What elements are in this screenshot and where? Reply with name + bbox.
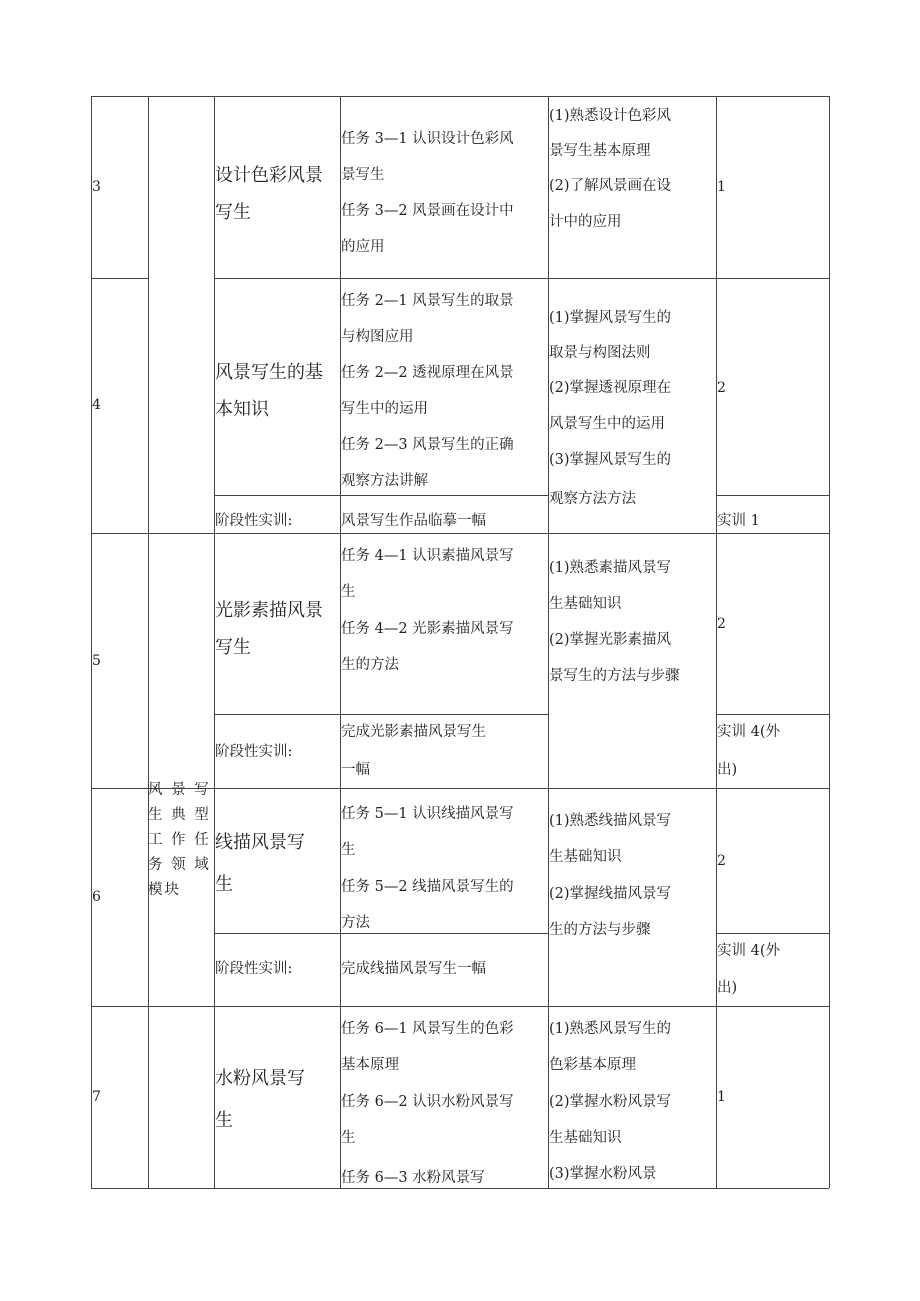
- row-number: 3: [92, 179, 101, 195]
- module-line: 工 作 任: [148, 832, 211, 848]
- goal-line: (2)掌握光影素描风: [549, 632, 672, 648]
- stage-content: 风景写生作品临摹一幅: [341, 513, 486, 529]
- clipped-cell: [341, 1156, 547, 1188]
- task-line: 写生中的运用: [341, 401, 428, 417]
- table-rule: [214, 933, 548, 934]
- task-line: 任务 2—1 风景写生的取景: [341, 293, 514, 309]
- module-line: 模块: [148, 882, 181, 898]
- goal-line: 风景写生中的运用: [549, 416, 665, 432]
- row-number: 6: [92, 889, 101, 905]
- stage-label: 阶段性实训:: [215, 513, 293, 529]
- table-rule: [91, 278, 148, 279]
- stage-hours: 出): [717, 762, 738, 778]
- goal-line: (1)熟悉风景写生的: [549, 1021, 672, 1037]
- clipped-cell: [549, 1156, 715, 1188]
- topic-line: 线描风景写: [215, 832, 305, 853]
- topic-line: 生: [215, 874, 233, 895]
- topic-line: 光影素描风景: [215, 600, 323, 621]
- table-rule: [716, 495, 829, 496]
- task-line: 任务 5—2 线描风景写生的: [341, 879, 514, 895]
- goal-line: (3)掌握水粉风景: [549, 1166, 657, 1182]
- task-line: 生: [341, 584, 356, 600]
- goal-line: (1)掌握风景写生的: [549, 310, 672, 326]
- stage-hours: 出): [717, 980, 738, 996]
- task-line: 任务 5—1 认识线描风景写: [341, 806, 514, 822]
- goal-line: (3)掌握风景写生的: [549, 452, 672, 468]
- task-line: 基本原理: [341, 1057, 399, 1073]
- table-rule: [214, 278, 829, 279]
- goal-line: (1)熟悉设计色彩风: [549, 108, 672, 124]
- topic-line: 写生: [215, 637, 251, 658]
- topic-line: 设计色彩风景: [215, 165, 323, 186]
- task-line: 生: [341, 842, 356, 858]
- module-line: 务 领 域: [148, 857, 211, 873]
- task-line: 任务 6—2 认识水粉风景写: [341, 1094, 514, 1110]
- topic-line: 写生: [215, 202, 251, 223]
- clipped-cell: [341, 463, 547, 495]
- goal-line: 观察方法方法: [549, 491, 636, 507]
- row-number: 4: [92, 397, 101, 413]
- goal-line: 生基础知识: [549, 849, 622, 865]
- stage-hours: 实训 1: [717, 513, 760, 529]
- row-number: 7: [92, 1089, 101, 1105]
- task-line: 任务 4—2 光影素描风景写: [341, 621, 514, 637]
- topic-line: 生: [215, 1110, 233, 1131]
- table-rule: [91, 96, 829, 97]
- goal-line: (2)了解风景画在设: [549, 178, 672, 194]
- goal-line: (1)熟悉素描风景写: [549, 560, 672, 576]
- hours: 2: [717, 853, 726, 869]
- stage-content: 完成光影素描风景写生: [341, 724, 486, 740]
- task-line: 观察方法讲解: [341, 473, 428, 489]
- hours: 2: [717, 380, 726, 396]
- goal-line: 生的方法与步骤: [549, 922, 651, 938]
- task-line: 与构图应用: [341, 329, 414, 345]
- goal-line: 生基础知识: [549, 596, 622, 612]
- hours: 1: [717, 179, 726, 195]
- task-line: 方法: [341, 915, 370, 931]
- stage-hours: 实训 4(外: [717, 724, 780, 740]
- task-line: 任务 3—2 风景画在设计中: [341, 203, 514, 219]
- topic-line: 本知识: [215, 399, 269, 420]
- hours: 2: [717, 616, 726, 632]
- goal-line: 生基础知识: [549, 1130, 622, 1146]
- task-line: 生的方法: [341, 657, 399, 673]
- stage-label: 阶段性实训:: [215, 961, 293, 977]
- goal-line: 取景与构图法则: [549, 345, 651, 361]
- task-line: 任务 2—2 透视原理在风景: [341, 365, 514, 381]
- goal-line: 计中的应用: [549, 214, 622, 230]
- module-line: 风 景 写: [148, 782, 211, 798]
- task-line: 任务 6—3 水粉风景写: [341, 1170, 485, 1186]
- stage-hours: 实训 4(外: [717, 943, 780, 959]
- goal-line: 色彩基本原理: [549, 1057, 636, 1073]
- task-line: 任务 4—1 认识素描风景写: [341, 548, 514, 564]
- module-label: [148, 778, 214, 903]
- stage-content: 一幅: [341, 762, 370, 778]
- topic-line: 风景写生的基: [215, 362, 323, 383]
- stage-label: 阶段性实训:: [215, 744, 293, 760]
- goal-line: (2)掌握透视原理在: [549, 380, 672, 396]
- goal-line: 景写生的方法与步骤: [549, 668, 680, 684]
- goal-line: (1)熟悉线描风景写: [549, 813, 672, 829]
- table-rule: [214, 495, 548, 496]
- task-line: 生: [341, 1130, 356, 1146]
- goal-line: (2)掌握线描风景写: [549, 886, 672, 902]
- task-line: 任务 6—1 风景写生的色彩: [341, 1021, 514, 1037]
- task-line: 任务 2—3 风景写生的正确: [341, 437, 514, 453]
- table-rule: [829, 96, 830, 1188]
- task-line: 景写生: [341, 167, 385, 183]
- clipped-cell: [341, 905, 547, 933]
- topic-line: 水粉风景写: [215, 1068, 305, 1089]
- table-rule: [91, 1188, 829, 1189]
- module-line: 生 典 型: [148, 807, 211, 823]
- table-rule: [91, 96, 92, 1188]
- row-number: 5: [92, 653, 101, 669]
- table-rule: [148, 96, 149, 1188]
- stage-content: 完成线描风景写生一幅: [341, 961, 486, 977]
- task-line: 的应用: [341, 239, 385, 255]
- task-line: 任务 3—1 认识设计色彩风: [341, 131, 514, 147]
- goal-line: (2)掌握水粉风景写: [549, 1094, 672, 1110]
- goal-line: 景写生基本原理: [549, 143, 651, 159]
- hours: 1: [717, 1089, 726, 1105]
